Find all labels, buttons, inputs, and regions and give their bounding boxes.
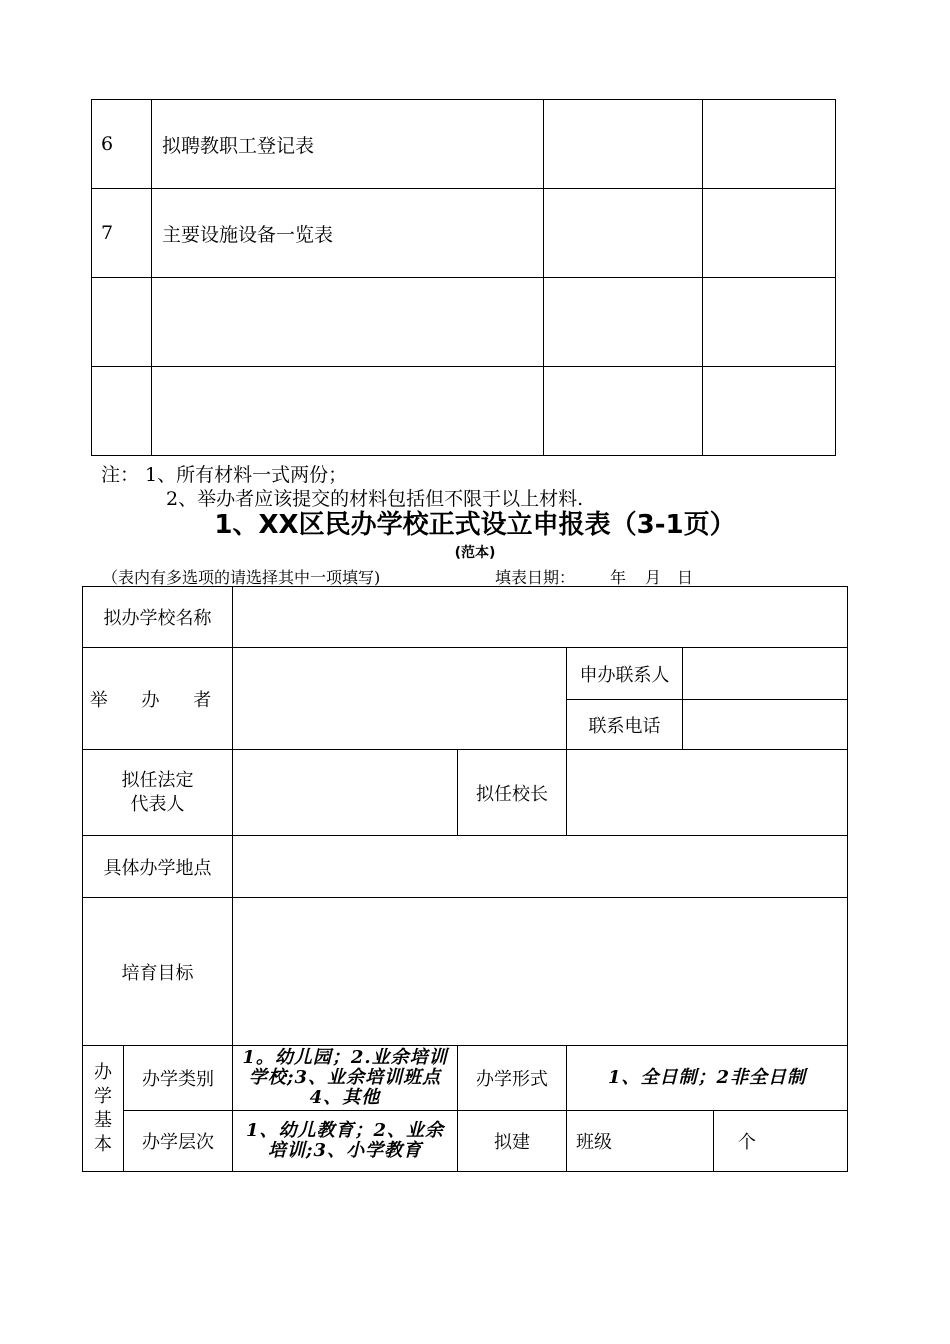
note-line-1: 注： 1、所有材料一式两份； bbox=[101, 464, 348, 486]
row-number: 6 bbox=[92, 100, 152, 189]
material-name bbox=[152, 278, 544, 367]
training-goal-label: 培育目标 bbox=[83, 898, 233, 1046]
material-name bbox=[152, 367, 544, 456]
date-day: 日 bbox=[677, 568, 694, 587]
table-row bbox=[83, 836, 848, 898]
page-title: 1、XX区民办学校正式设立申报表（3-1页） bbox=[214, 510, 736, 540]
note-line-2: 2、举办者应该提交的材料包括但不限于以上材料. bbox=[166, 488, 584, 510]
classes-unit: 个 bbox=[714, 1111, 848, 1172]
legal-rep-field[interactable] bbox=[233, 750, 458, 836]
principal-label: 拟任校长 bbox=[458, 750, 567, 836]
application-form-table bbox=[82, 586, 848, 1172]
table-row bbox=[83, 1111, 848, 1172]
level-options[interactable]: 1、幼儿教育；2、业余培训;3、小学教育 bbox=[233, 1111, 458, 1172]
table-row bbox=[92, 367, 836, 456]
instruction-text: （表内有多选项的请选择其中一项填写) bbox=[102, 568, 381, 587]
date-month: 月 bbox=[645, 568, 662, 587]
contact-phone-field[interactable] bbox=[683, 700, 848, 750]
form-type-label: 办学形式 bbox=[458, 1046, 567, 1111]
table-row bbox=[83, 587, 848, 648]
contact-phone-label: 联系电话 bbox=[567, 700, 683, 750]
contact-person-field[interactable] bbox=[683, 648, 848, 700]
organizer-label-text: 举 办 者 bbox=[89, 689, 226, 711]
legal-rep-label bbox=[83, 750, 233, 836]
address-field[interactable] bbox=[233, 836, 848, 898]
empty-cell bbox=[544, 278, 703, 367]
school-name-field[interactable] bbox=[233, 587, 848, 648]
material-name: 拟聘教职工登记表 bbox=[152, 100, 544, 189]
address-label: 具体办学地点 bbox=[83, 836, 233, 898]
table-row bbox=[92, 189, 836, 278]
organizer-label bbox=[83, 648, 233, 750]
empty-cell bbox=[544, 100, 703, 189]
table-row bbox=[83, 750, 848, 836]
organizer-field[interactable] bbox=[233, 648, 567, 750]
level-label: 办学层次 bbox=[124, 1111, 233, 1172]
materials-checklist-table bbox=[91, 99, 836, 456]
category-label: 办学类别 bbox=[124, 1046, 233, 1111]
row-number bbox=[92, 278, 152, 367]
form-type-options[interactable]: 1、全日制；2非全日制 bbox=[567, 1046, 848, 1111]
empty-cell bbox=[544, 189, 703, 278]
row-number bbox=[92, 367, 152, 456]
table-row bbox=[83, 648, 848, 700]
empty-cell bbox=[703, 367, 836, 456]
training-goal-field[interactable] bbox=[233, 898, 848, 1046]
row-number: 7 bbox=[92, 189, 152, 278]
empty-cell bbox=[703, 278, 836, 367]
empty-cell bbox=[544, 367, 703, 456]
table-row bbox=[83, 1046, 848, 1111]
date-year: 年 bbox=[610, 568, 627, 587]
table-row bbox=[83, 898, 848, 1046]
plan-label: 拟建 bbox=[458, 1111, 567, 1172]
table-row bbox=[92, 278, 836, 367]
basics-label bbox=[83, 1046, 124, 1172]
empty-cell bbox=[703, 100, 836, 189]
category-options[interactable]: 1。幼儿园；2.业余培训学校;3、业余培训班点4、其他 bbox=[233, 1046, 458, 1111]
page-subtitle: (范本) bbox=[454, 545, 496, 561]
table-row bbox=[92, 100, 836, 189]
date-label: 填表日期： bbox=[495, 568, 576, 587]
material-name: 主要设施设备一览表 bbox=[152, 189, 544, 278]
empty-cell bbox=[703, 189, 836, 278]
classes-label[interactable]: 班级 bbox=[567, 1111, 714, 1172]
basics-label-text: 办学基本 bbox=[94, 1061, 112, 1155]
legal-rep-label-text: 拟任法定代表人 bbox=[121, 769, 194, 815]
contact-person-label: 申办联系人 bbox=[567, 648, 683, 700]
school-name-label: 拟办学校名称 bbox=[83, 587, 233, 648]
principal-field[interactable] bbox=[567, 750, 848, 836]
